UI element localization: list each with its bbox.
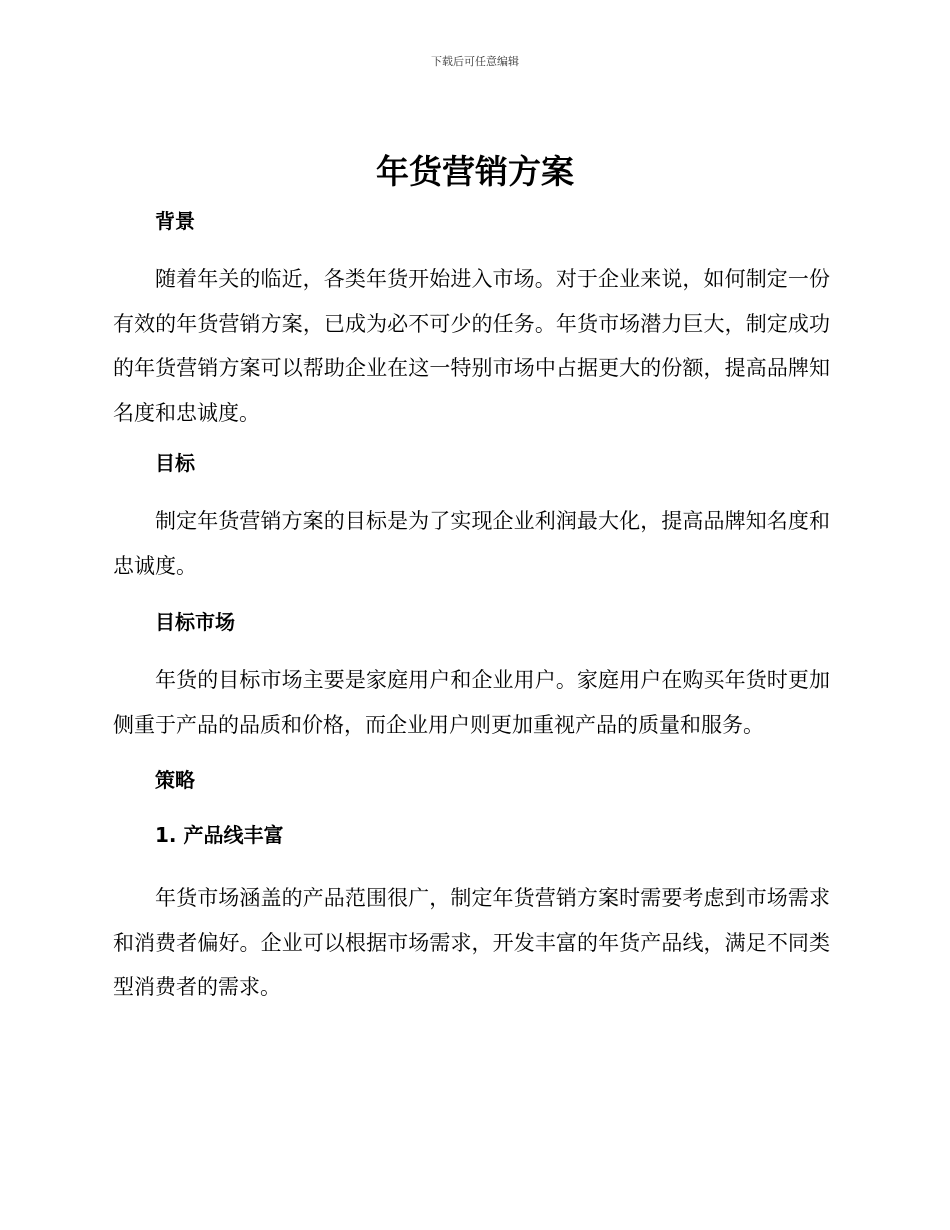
section-heading-target-market: 目标市场 (155, 610, 235, 634)
page-header-note: 下载后可任意编辑 (431, 55, 519, 68)
document-title: 年货营销方案 (376, 152, 574, 191)
section-heading-strategy: 策略 (155, 768, 195, 792)
paragraph-goal: 制定年货营销方案的目标是为了实现企业利润最大化，提高品牌知名度和忠诚度。 (113, 509, 830, 578)
section-heading-background: 背景 (155, 209, 195, 233)
document-body (113, 204, 830, 1010)
section-heading-goal: 目标 (155, 451, 195, 475)
paragraph-target-market: 年货的目标市场主要是家庭用户和企业用户。家庭用户在购买年货时更加侧重于产品的品质和价格，而企业用户则更加重视产品的质量和服务。 (113, 668, 830, 737)
paragraph-background: 随着年关的临近，各类年货开始进入市场。对于企业来说，如何制定一份有效的年货营销方案，已成为必不可少的任务。年货市场潜力巨大，制定成功的年货营销方案可以帮助企业在这一特别市场中占据更大的份额，提高品牌知名度和忠诚度。 (113, 267, 830, 425)
subheading-product-line: 1. 产品线丰富 (155, 823, 284, 847)
paragraph-product-line: 年货市场涵盖的产品范围很广，制定年货营销方案时需要考虑到市场需求和消费者偏好。企业可以根据市场需求，开发丰富的年货产品线，满足不同类型消费者的需求。 (113, 886, 830, 999)
